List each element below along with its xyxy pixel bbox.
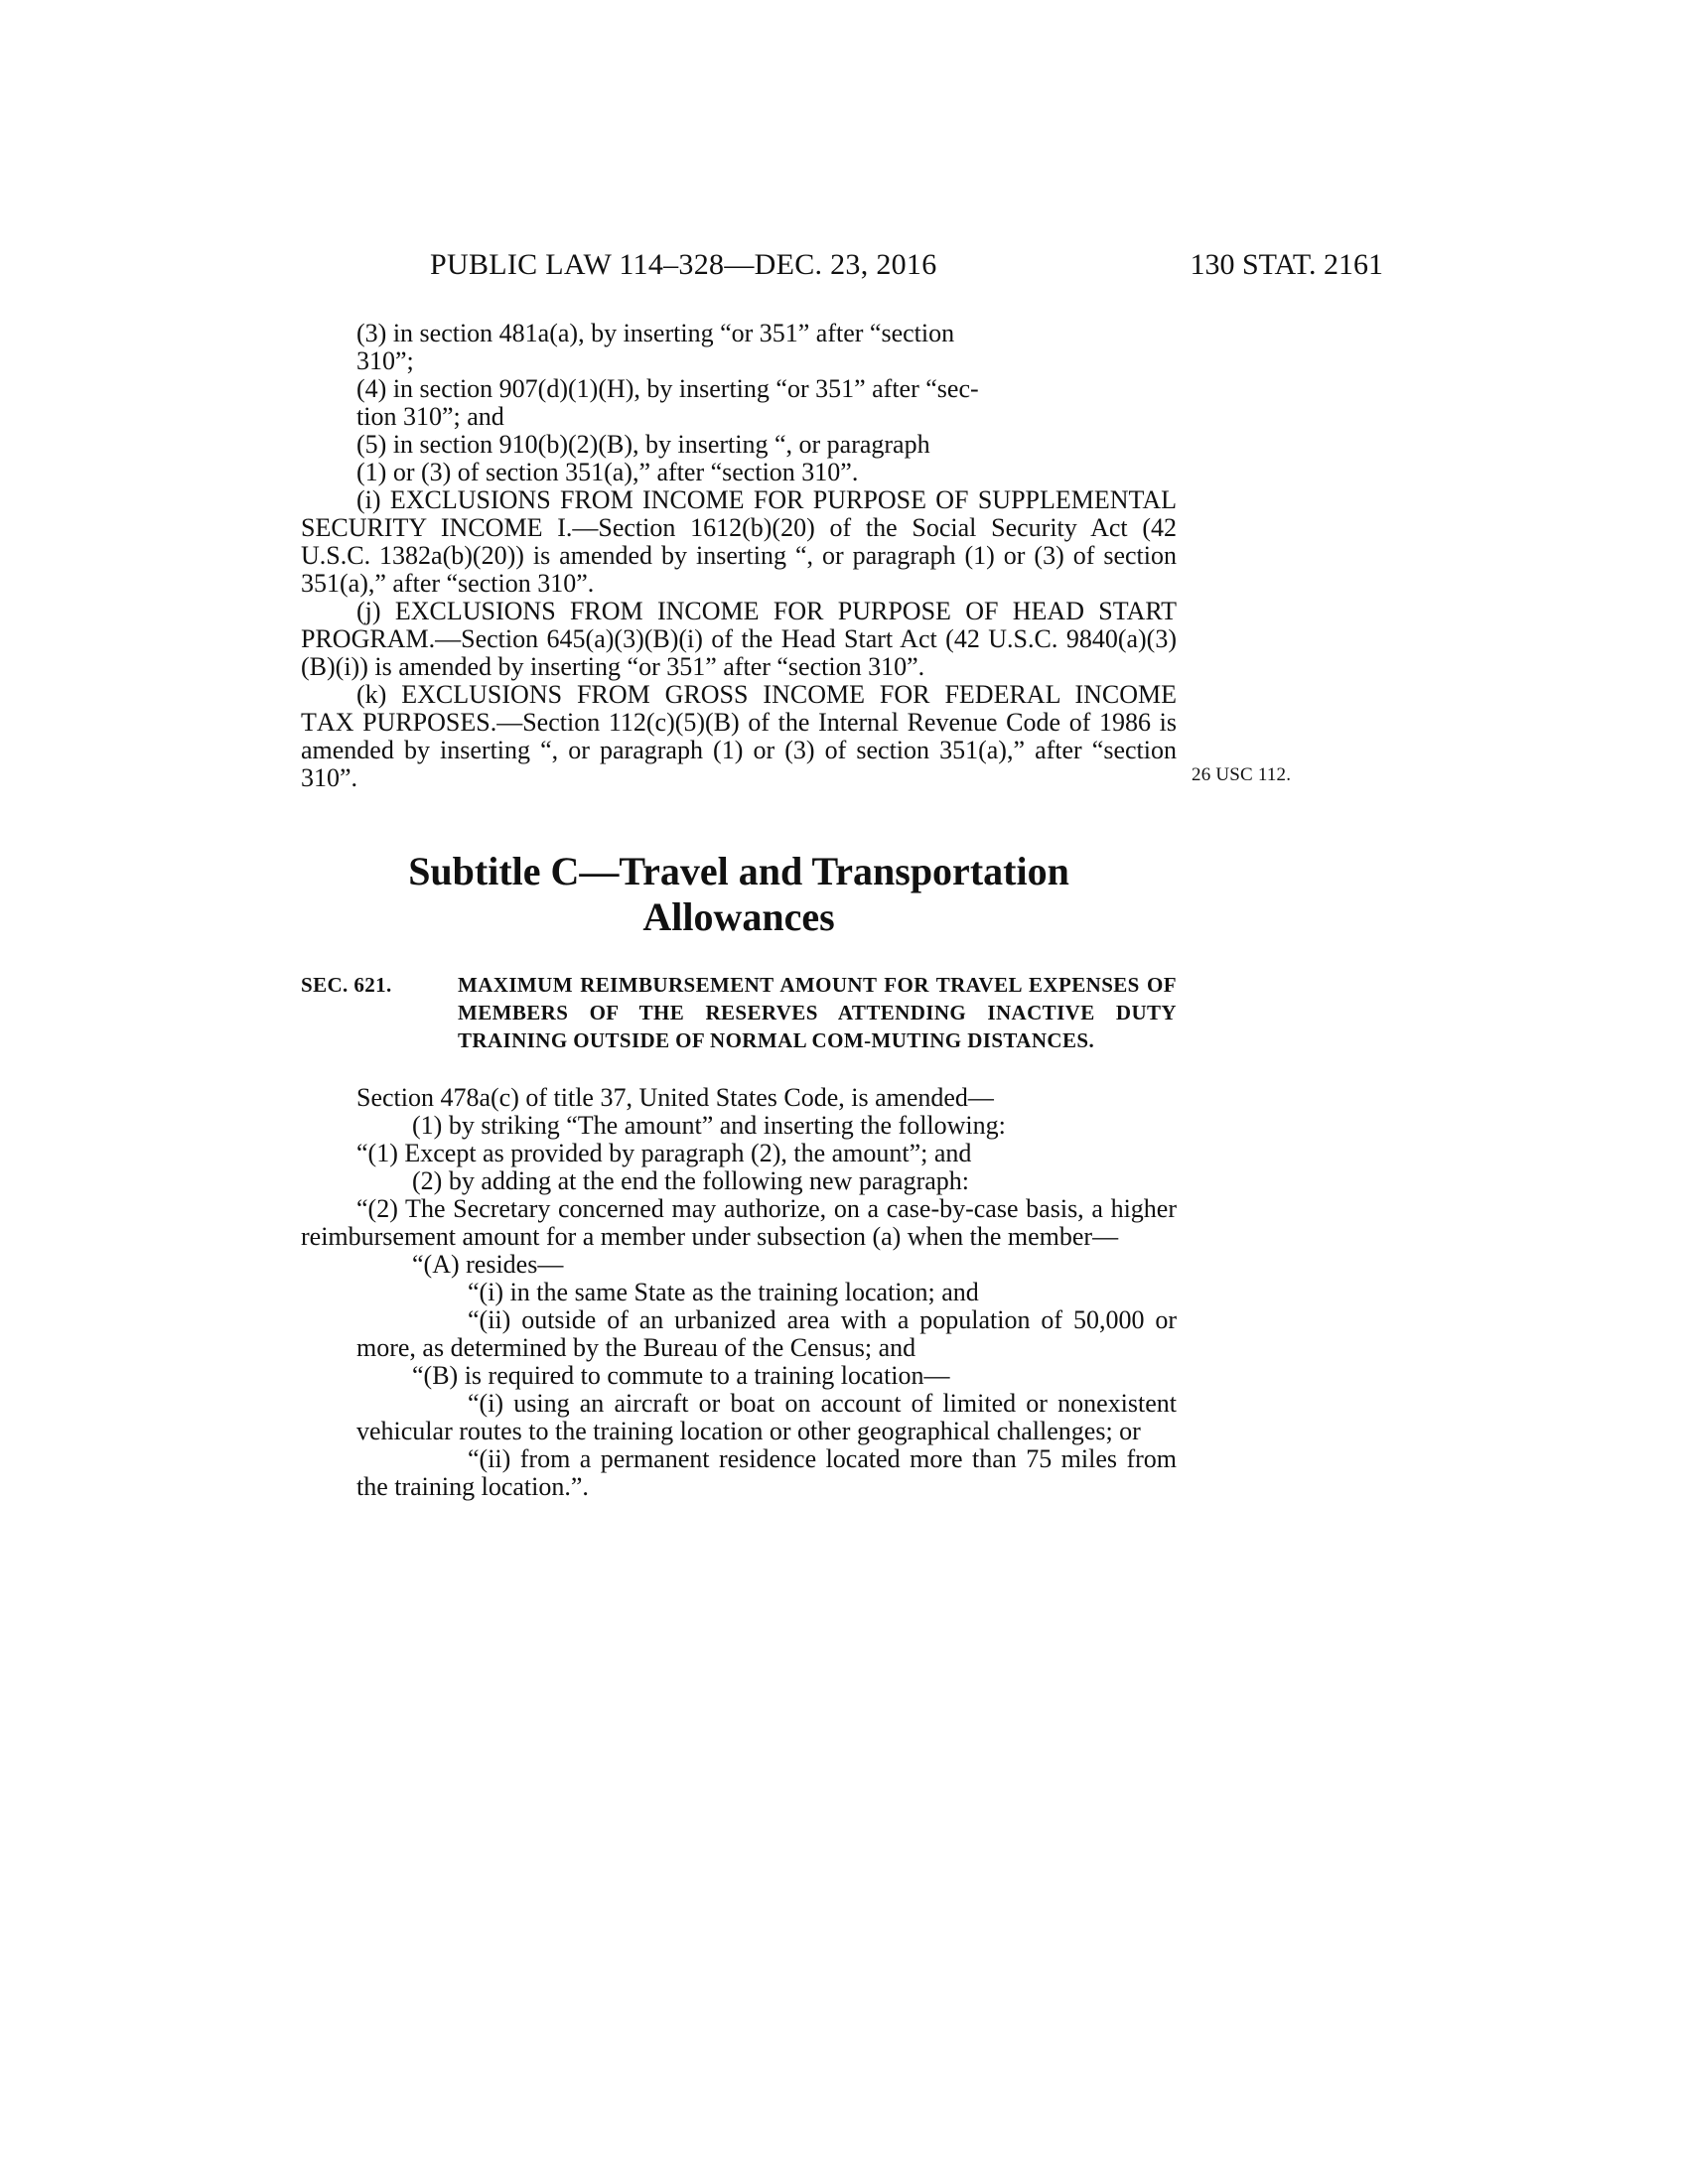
- amendment-item-1: (1) by striking “The amount” and inserting the following:: [412, 1111, 1006, 1140]
- continuation-item-4: (4) in section 907(d)(1)(H), by inserting “or 351” after “sec-: [356, 374, 979, 403]
- continuation-item-3-cont: 310”;: [356, 346, 414, 375]
- subtitle-line-1: Subtitle C—Travel and Transportation: [408, 849, 1069, 893]
- subtitle-line-2: Allowances: [642, 894, 835, 939]
- running-head-title: PUBLIC LAW 114–328—DEC. 23, 2016: [430, 248, 937, 281]
- quoted-clause-b-ii: “(ii) from a permanent residence located more than 75 miles from the training location.”.: [356, 1444, 1177, 1501]
- continuation-item-3: (3) in section 481a(a), by inserting “or 351” after “section: [356, 319, 955, 347]
- quoted-clause-b-i: “(i) using an aircraft or boat on account of limited or nonexistent vehicular routes to the training location or other geographical challenges; or: [356, 1389, 1177, 1445]
- section-heading: [301, 971, 1177, 1054]
- quoted-subparagraph-a: “(A) resides—: [412, 1250, 564, 1279]
- section-intro: Section 478a(c) of title 37, United States Code, is amended—: [356, 1083, 994, 1112]
- quoted-paragraph-1: “(1) Except as provided by paragraph (2), the amount”; and: [356, 1139, 972, 1167]
- amendment-item-2: (2) by adding at the end the following new paragraph:: [412, 1166, 969, 1195]
- margin-note-usc: 26 USC 112.: [1192, 764, 1292, 785]
- paragraph-i-heading: XCLUSIONS FROM INCOME FOR PURPOSE OF SUPPLEMENTAL: [405, 485, 1177, 514]
- continuation-item-4-cont: tion 310”; and: [356, 402, 504, 431]
- body-text-upper: [301, 320, 1177, 792]
- running-head: [430, 248, 1383, 288]
- quoted-clause-a-i: “(i) in the same State as the training location; and: [468, 1278, 979, 1306]
- section-body: [301, 1084, 1177, 1501]
- paragraph-j-heading: XCLUSIONS FROM INCOME FOR PURPOSE OF HEAD START: [410, 597, 1178, 625]
- subtitle-heading: [301, 849, 1177, 940]
- paragraph-k-heading: XCLUSIONS FROM GROSS INCOME FOR FEDERAL INCOME: [417, 680, 1177, 709]
- paragraph-i: (i) EXCLUSIONS FROM INCOME FOR PURPOSE OF SUPPLEMENTAL SECURITY INCOME I.—Section 1612(b)(20) of the Social Security Act (42 U.S.C. 1382a(b)(20)) is amended by inserting “, or paragraph (1) or (3) of section 351(a),” after “section 310”.: [301, 485, 1178, 598]
- continuation-item-5-cont: (1) or (3) of section 351(a),” after “section 310”.: [356, 458, 859, 486]
- section-title: MAXIMUM REIMBURSEMENT AMOUNT FOR TRAVEL EXPENSES OF MEMBERS OF THE RESERVES ATTENDING INACTIVE DUTY TRAINING OUTSIDE OF NORMAL COM-MUTING DISTANCES.: [458, 973, 1177, 1052]
- quoted-subparagraph-b: “(B) is required to commute to a training location—: [412, 1361, 950, 1390]
- continuation-item-5: (5) in section 910(b)(2)(B), by inserting “, or paragraph: [356, 430, 930, 459]
- running-head-stat-page: 130 STAT. 2161: [1190, 248, 1383, 281]
- paragraph-k: (k) EXCLUSIONS FROM GROSS INCOME FOR FEDERAL INCOME TAX PURPOSES.—Section 112(c)(5)(B) of the Internal Revenue Code of 1986 is amended by inserting “, or paragraph (1) or (3) of section 351(a),” after “section 310”.: [301, 680, 1178, 792]
- paragraph-j: (j) EXCLUSIONS FROM INCOME FOR PURPOSE OF HEAD START PROGRAM.—Section 645(a)(3)(B)(i) of the Head Start Act (42 U.S.C. 9840(a)(3)(B)(i)) is amended by inserting “or 351” after “section 310”.: [301, 597, 1178, 681]
- section-number: SEC. 621.: [301, 973, 392, 997]
- quoted-paragraph-2: “(2) The Secretary concerned may authorize, on a case-by-case basis, a higher reimbursement amount for a member under subsection (a) when the member—: [301, 1194, 1177, 1251]
- quoted-clause-a-ii: “(ii) outside of an urbanized area with a population of 50,000 or more, as determined by the Bureau of the Census; and: [356, 1305, 1177, 1362]
